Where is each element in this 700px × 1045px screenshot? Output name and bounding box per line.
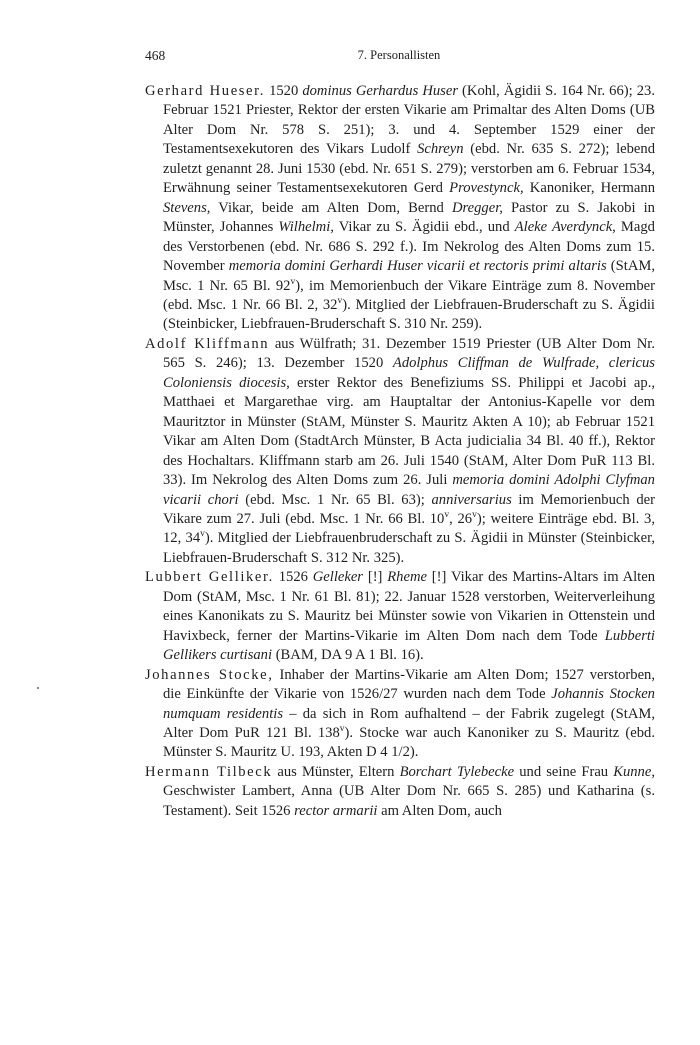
entry-text bbox=[163, 83, 655, 332]
italic-text: Schreyn bbox=[417, 141, 464, 158]
italic-text: Provestynck, bbox=[449, 180, 524, 197]
italic-text: Johannis Stocken numquam residentis bbox=[163, 686, 655, 722]
text-run: 1526 bbox=[273, 569, 313, 586]
text-run: , 26 bbox=[449, 510, 473, 527]
text-run: (StAM, Msc. 1 Nr. 65 Bl. 92 bbox=[163, 258, 655, 294]
entry-name: Adolf Kliffmann bbox=[145, 335, 270, 352]
text-run: (ebd. Msc. 1 Nr. 65 Bl. 63); bbox=[238, 491, 432, 508]
text-run: aus Münster, Eltern bbox=[272, 763, 400, 780]
entry-adolf-kliffmann bbox=[145, 335, 655, 568]
text-run: [!] Vikar des Martins-Altars im Alten Dom (StAM, Msc. 1 Nr. 61 Bl. 81); 22. Januar 1528 verstorben, Weiterverleihung eines Kanonikats zu S. Mauritz bei Münster sowie von Vikarien in Ottenstein und Havixbeck, ferner der Martins-Vikarie im Alten Dom nach dem Tode bbox=[163, 569, 656, 644]
text-run: Pastor zu S. Jakobi in Münster, Johannes bbox=[163, 199, 655, 236]
entry-name: Gerhard Hueser. bbox=[145, 83, 266, 99]
text-run: und seine Frau bbox=[514, 763, 614, 780]
text-run: ). Mitglied der Liebfrauen-Bruderschaft zu S. Ägidii (Steinbicker, Liebfrauen-Bruderschaft S. 310 Nr. 259). bbox=[163, 296, 655, 333]
superscript-text: v bbox=[200, 529, 205, 540]
text-run: ). Mitglied der Liebfrauenbruderschaft zu S. Ägidii in Münster (Steinbicker, Liebfrauen-Bruderschaft S. 312 Nr. 325). bbox=[163, 530, 656, 566]
entry-hermann-tilbeck bbox=[145, 763, 655, 821]
entry-name: Hermann Tilbeck bbox=[145, 763, 273, 780]
entry-lubbert-gelliker bbox=[145, 568, 655, 665]
margin-mark bbox=[37, 687, 39, 689]
text-run: Vikar, beide am Alten Dom, Bernd bbox=[210, 199, 452, 216]
running-title: 7. Personallisten bbox=[357, 48, 441, 62]
text-run: Magd des Verstorbenen (ebd. Nr. 686 S. 292 f.). Im Nekrolog des Alten Doms zum 15. November bbox=[163, 219, 655, 275]
entry-johannes-stocke bbox=[145, 666, 655, 763]
body-text bbox=[145, 82, 655, 821]
superscript-text: v bbox=[472, 510, 477, 521]
text-run: (ebd. Nr. 635 S. 272); lebend zuletzt genannt 28. Juni 1530 (ebd. Nr. 651 S. 279); verstorben am 6. Februar 1534, Erwähnung seiner Testamentsexekutoren Gerd bbox=[163, 141, 656, 197]
text-run: erster Rektor des Benefiziums SS. Philippi et Jacobi ap., Matthaei et Margarethae virg. am Hauptaltar der Antonius-Kapelle vor dem Mauritztor in Münster (StAM, Münster S. Mauritz Akten A 10); ab Februar 1521 Vikar am Alten Dom (StadtArch Münster, B Acta judicialia 34 Bl. 40 ff.), Rektor des Hochaltars. Kliffmann starb am 26. Juli 1540 (StAM, Alter Dom PuR 113 Bl. 33). Im Nekrolog des Alten Doms zum 26. Juli bbox=[163, 374, 655, 489]
text-run: Kanoniker, Hermann bbox=[523, 180, 655, 197]
text-run: Inhaber der Martins-Vikarie am Alten Dom; 1527 verstorben, die Einkünfte der Vikarie von 1526/27 wurden nach dem Tode bbox=[163, 666, 655, 703]
superscript-text: v bbox=[444, 510, 450, 521]
entry-name: Lubbert Gelliker. bbox=[145, 569, 274, 586]
text-run: ), im Memorienbuch der Vikare Einträge zum 8. November (ebd. Msc. 1 Nr. 66 Bl. 2, 32 bbox=[163, 277, 656, 313]
italic-text: anniversarius bbox=[431, 491, 512, 508]
entry-name: Johannes Stocke, bbox=[145, 666, 274, 683]
text-run: Vikar zu S. Ägidii ebd., und bbox=[333, 219, 515, 236]
text-run: 1520 bbox=[265, 83, 303, 99]
italic-text: dominus Gerhardus Huser bbox=[302, 83, 458, 99]
italic-text: Kunne, bbox=[613, 763, 655, 780]
text-run: im Memorienbuch der Vikare zum 27. Juli (ebd. Msc. 1 Nr. 66 Bl. 10 bbox=[163, 491, 655, 527]
italic-text: Wilhelmi, bbox=[278, 219, 334, 236]
italic-text: Borchart Tylebecke bbox=[399, 763, 515, 780]
running-head bbox=[145, 48, 653, 68]
text-run: (Kohl, Ägidii S. 164 Nr. 66); 23. Februar 1521 Priester, Rektor der ersten Vikarie am Primaltar des Alten Doms (UB Alter Dom Nr. 578 S. 251); 3. und 4. September 1529 einer der Testamentsexekutoren des Vikars Ludolf bbox=[163, 83, 655, 158]
italic-text: Stevens, bbox=[163, 199, 211, 216]
text-run: – da sich in Rom aufhaltend – der Fabrik zugelegt (StAM, Alter Dom PuR 121 Bl. 138 bbox=[163, 705, 655, 741]
italic-text: Aleke Averdynck, bbox=[514, 219, 616, 236]
italic-text: Rheme bbox=[387, 569, 427, 586]
italic-text: rector armarii bbox=[294, 802, 378, 819]
italic-text: Adolphus Cliffman de Wulfrade, clericus Coloniensis diocesis, bbox=[163, 355, 655, 391]
text-run: ). Stocke war auch Kanoniker zu S. Mauritz (ebd. Münster S. Mauritz U. 193, Akten D 4 1/2). bbox=[163, 724, 655, 761]
italic-text: Lubberti Gellikers curtisani bbox=[163, 627, 655, 664]
italic-text: Gelleker bbox=[312, 569, 363, 586]
text-run: Geschwister Lambert, Anna (UB Alter Dom Nr. 665 S. 285) und Katharina (s. Testament). Seit 1526 bbox=[163, 783, 655, 819]
superscript-text: v bbox=[337, 296, 343, 307]
text-run: (BAM, DA 9 A 1 Bl. 16). bbox=[272, 647, 424, 664]
page-number: 468 bbox=[145, 48, 166, 63]
text-run: ); weitere Einträge ebd. Bl. 3, 12, 34 bbox=[163, 510, 655, 547]
italic-text: memoria domini Gerhardi Huser vicarii et rectoris primi altaris bbox=[228, 258, 607, 275]
italic-text: memoria domini Adolphi Clyfman vicarii chori bbox=[163, 472, 655, 508]
superscript-text: v bbox=[290, 276, 296, 287]
superscript-text: v bbox=[339, 724, 345, 735]
text-run: [!] bbox=[363, 569, 388, 586]
entry-text bbox=[163, 336, 655, 566]
text-run: am Alten Dom, auch bbox=[377, 802, 502, 819]
text-run: aus Wülfrath; 31. Dezember 1519 Priester (UB Alter Dom Nr. 565 S. 246); 13. Dezember 1520 bbox=[163, 335, 655, 372]
entry-gerhard-hueser bbox=[145, 82, 655, 335]
italic-text: Dregger, bbox=[451, 199, 503, 216]
